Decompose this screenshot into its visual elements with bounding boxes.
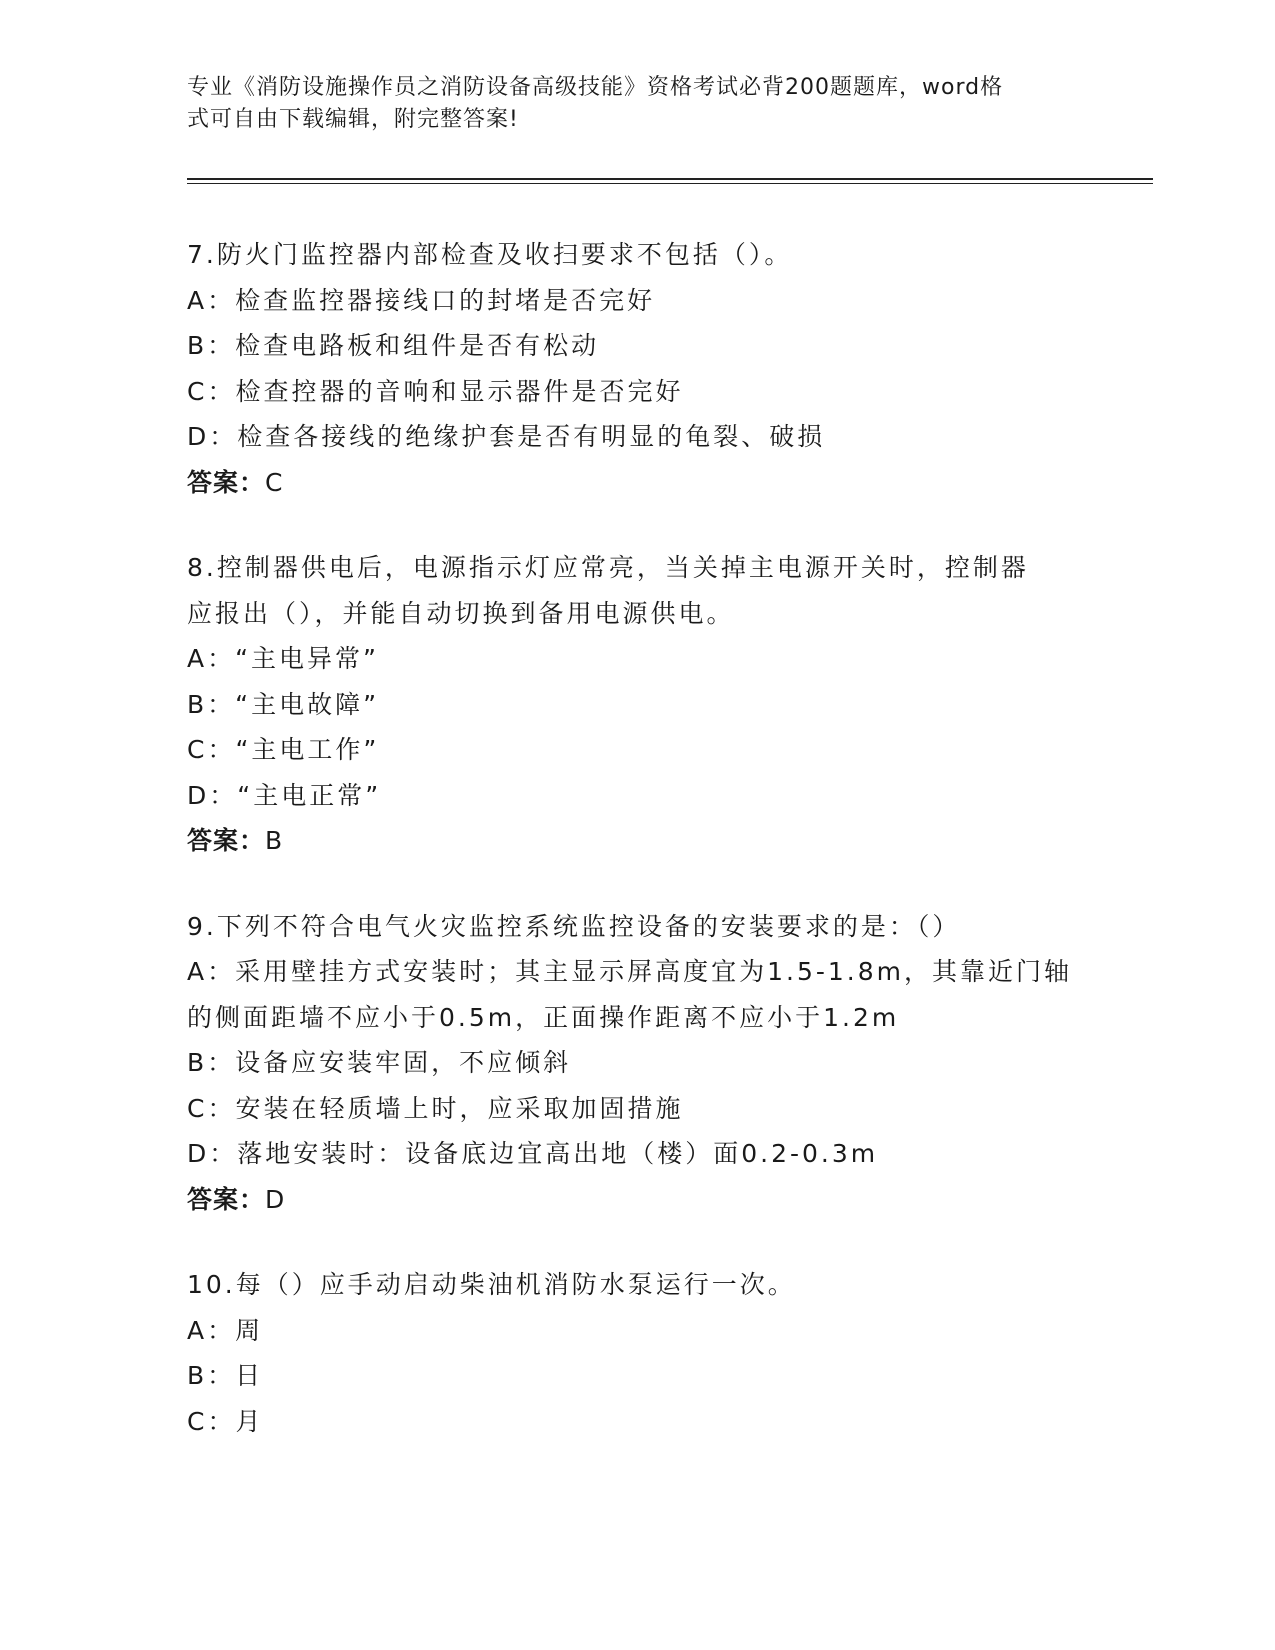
question-stem: 10.每（）应手动启动柴油机消防水泵运行一次。 bbox=[187, 1270, 796, 1299]
question-stem: 8.控制器供电后，电源指示灯应常亮，当关掉主电源开关时，控制器 bbox=[187, 553, 1029, 582]
header-title-line-1: 专业《消防设施操作员之消防设备高级技能》资格考试必背200题题库，word格 bbox=[187, 75, 1004, 100]
answer-line bbox=[187, 1177, 1087, 1223]
question-block bbox=[187, 1262, 1087, 1444]
answer-option: C：“主电工作” bbox=[187, 735, 380, 764]
answer-option: A：检查监控器接线口的封堵是否完好 bbox=[187, 285, 656, 315]
header-title-line-2: 式可自由下载编辑，附完整答案! bbox=[187, 107, 519, 132]
question-list bbox=[187, 232, 1087, 1484]
answer-label: 答案： bbox=[187, 1184, 266, 1214]
answer-line bbox=[187, 818, 1087, 864]
question-block bbox=[187, 904, 1087, 1223]
answer-option: A：周 bbox=[187, 1315, 264, 1345]
answer-option: A：“主电异常” bbox=[187, 644, 380, 673]
header-divider bbox=[187, 178, 1153, 184]
document-header bbox=[187, 72, 1067, 136]
answer-value: B bbox=[265, 826, 284, 855]
question-block bbox=[187, 232, 1087, 505]
question-stem: 7.防火门监控器内部检查及收扫要求不包括（）。 bbox=[187, 240, 793, 269]
answer-option: D：落地安装时：设备底边宜高出地（楼）面0.2-0.3m bbox=[187, 1139, 879, 1168]
question-stem: 9.下列不符合电气火灾监控系统监控设备的安装要求的是：（） bbox=[187, 911, 961, 941]
answer-option: B：检查电路板和组件是否有松动 bbox=[187, 331, 600, 360]
question-stem: 应报出（），并能自动切换到备用电源供电。 bbox=[187, 598, 735, 628]
answer-option: B：“主电故障” bbox=[187, 689, 380, 719]
answer-option: C：安装在轻质墙上时，应采取加固措施 bbox=[187, 1093, 684, 1123]
answer-option: D：“主电正常” bbox=[187, 780, 382, 810]
answer-label: 答案： bbox=[187, 467, 266, 497]
answer-option: A：采用壁挂方式安装时；其主显示屏高度宜为1.5-1.8m，其靠近门轴 bbox=[187, 957, 1072, 986]
answer-value: D bbox=[265, 1184, 286, 1214]
answer-option: C：月 bbox=[187, 1406, 264, 1436]
answer-label: 答案： bbox=[187, 826, 266, 855]
answer-option: B：日 bbox=[187, 1361, 264, 1390]
answer-option: B：设备应安装牢固，不应倾斜 bbox=[187, 1048, 572, 1077]
answer-option: 的侧面距墙不应小于0.5m，正面操作距离不应小于1.2m bbox=[187, 1002, 900, 1032]
answer-value: C bbox=[265, 467, 284, 497]
answer-option: D：检查各接线的绝缘护套是否有明显的龟裂、破损 bbox=[187, 422, 826, 451]
answer-option: C：检查控器的音响和显示器件是否完好 bbox=[187, 376, 684, 406]
question-block bbox=[187, 545, 1087, 864]
answer-line bbox=[187, 460, 1087, 506]
